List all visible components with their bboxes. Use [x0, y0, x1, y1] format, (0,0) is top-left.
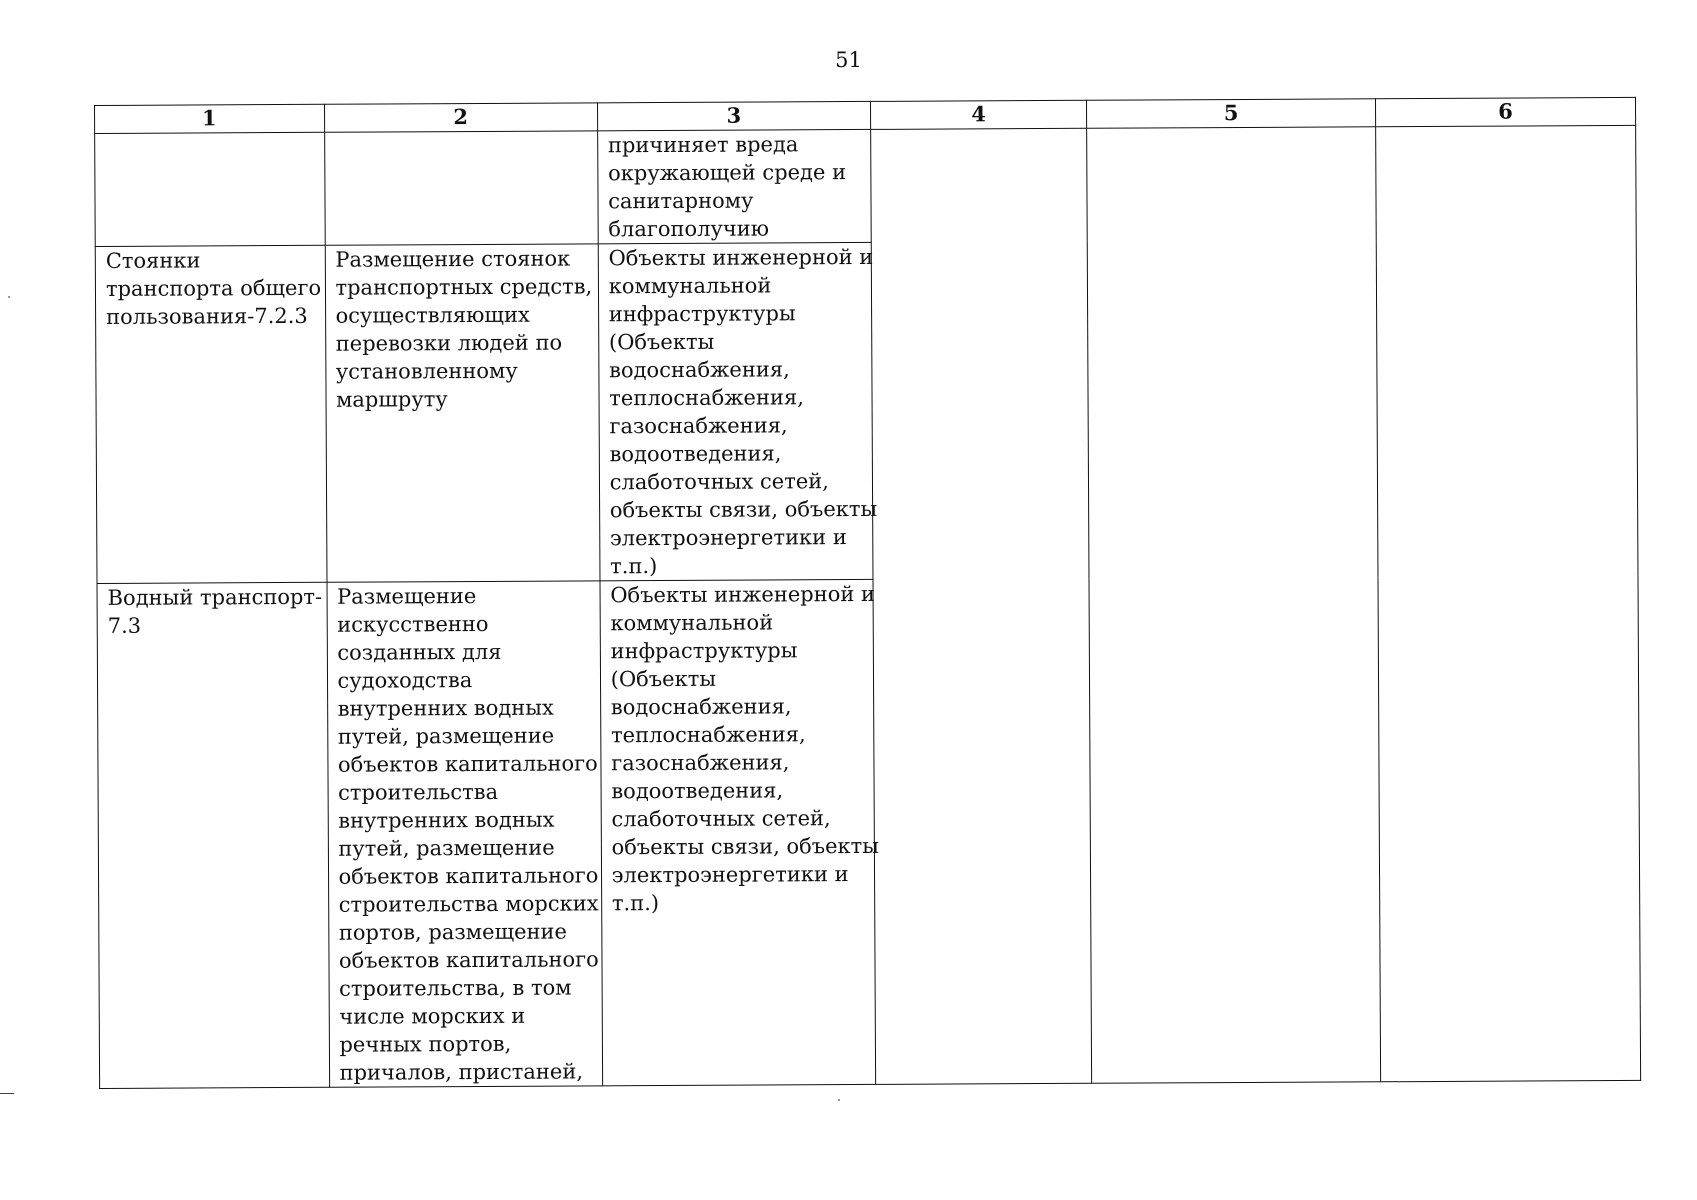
column-header-4: 4	[870, 100, 1087, 129]
cell-text-line: Водный транспорт-	[107, 584, 323, 610]
scan-speck	[8, 296, 10, 298]
cell-text-line: внутренних водных	[338, 807, 555, 833]
cell-auxiliary-use	[597, 129, 871, 243]
cell-text-line: Стоянки	[105, 248, 201, 273]
cell-text-line: судоходства	[337, 668, 473, 693]
scan-margin-mark	[0, 1093, 14, 1094]
cell-description	[325, 244, 600, 582]
cell-text-line: созданных для	[337, 639, 502, 665]
cell-text-line: объекты связи, объекты	[611, 833, 880, 860]
cell-text-line: числе морских и	[339, 1003, 526, 1029]
column-header-1: 1	[95, 104, 325, 133]
cell-text-line: объектов капитального	[337, 751, 598, 777]
cell-text-line: пользования-7.2.3	[106, 303, 308, 329]
cell-text-line: водоотведения,	[609, 441, 782, 467]
cell-text-line: транспортных средств,	[335, 274, 593, 300]
cell-text-line: т.п.)	[611, 891, 660, 916]
cell-auxiliary-use	[600, 579, 880, 1085]
cell-text-line: портов, размещение	[338, 919, 567, 945]
cell-text-line: газоснабжения,	[609, 413, 788, 439]
cell-text-line: благополучию	[608, 216, 770, 242]
cell-text-line: транспорта общего	[105, 275, 322, 301]
cell-text-line: строительства	[338, 779, 499, 805]
column-header-5: 5	[1087, 99, 1376, 129]
cell-text-line: речных портов,	[339, 1031, 512, 1057]
cell-permitted-use	[97, 582, 329, 1088]
cell-text-line: Размещение	[337, 584, 477, 609]
column-header-2: 2	[324, 103, 597, 132]
cell-text-line: искусственно	[337, 611, 489, 637]
cell-text-line: коммунальной	[610, 610, 774, 636]
cell-text-line: водоснабжения,	[610, 694, 792, 720]
cell-text-line: объектов капитального	[338, 947, 599, 973]
cell-text-line: Объекты инженерной и	[608, 244, 874, 271]
column-header-6: 6	[1375, 97, 1635, 126]
cell-text-line: слаботочных сетей,	[611, 806, 831, 832]
cell-text-line: объектов капитального	[338, 863, 599, 889]
cell-description	[327, 581, 603, 1087]
cell-text-line: Объекты инженерной и	[610, 581, 876, 608]
cell-text-line: санитарному	[608, 188, 754, 214]
cell-text-line: электроэнергетики и	[611, 862, 849, 888]
cell-permitted-use	[95, 245, 326, 583]
cell-text-line: внутренних водных	[337, 695, 554, 721]
cell-text-line: строительства морских	[338, 891, 599, 917]
cell-text-line: электроэнергетики и	[609, 525, 847, 551]
table-row	[95, 125, 1637, 246]
cell-text-line: строительства, в том	[339, 975, 572, 1001]
cell-text-line: путей, размещение	[337, 723, 555, 749]
cell-text-line: причиняет вреда	[607, 132, 799, 158]
cell-text-line: коммунальной	[608, 273, 772, 299]
cell-column-6	[1375, 125, 1640, 1081]
cell-text-line: 7.3	[107, 613, 142, 638]
cell-text-line: теплоснабжения,	[609, 385, 804, 411]
cell-text-line: Размещение стоянок	[335, 246, 571, 272]
cell-text-line: маршруту	[335, 387, 448, 412]
cell-permitted-use	[95, 132, 325, 246]
cell-text-line: причалов, пристаней,	[339, 1059, 584, 1085]
cell-text-line: путей, размещение	[338, 835, 555, 861]
cell-text-line: осуществляющих	[335, 302, 530, 328]
scan-speck	[838, 1099, 840, 1101]
cell-text-line: перевозки людей по	[335, 330, 563, 356]
cell-text-line: теплоснабжения,	[610, 722, 806, 748]
cell-text-line: объекты связи, объекты	[609, 496, 878, 523]
cell-text-line: слаботочных сетей,	[609, 469, 829, 495]
page-number: 51	[835, 48, 862, 72]
cell-description	[324, 131, 598, 245]
cell-text-line: установленному	[335, 358, 518, 384]
cell-text-line: окружающей среде и	[608, 160, 847, 186]
cell-text-line: т.п.)	[610, 554, 658, 579]
document-table	[94, 97, 1641, 1089]
cell-text-line: водоснабжения,	[609, 357, 790, 383]
cell-text-line: водоотведения,	[611, 778, 784, 804]
cell-text-line: инфраструктуры	[608, 301, 796, 327]
cell-text-line: газоснабжения,	[611, 750, 790, 776]
cell-auxiliary-use	[598, 242, 878, 580]
cell-text-line: инфраструктуры	[610, 638, 798, 664]
cell-text-line: (Объекты	[610, 666, 717, 692]
cell-text-line: (Объекты	[608, 329, 715, 355]
cell-column-5	[1087, 127, 1381, 1083]
column-header-3: 3	[597, 101, 870, 130]
cell-column-4	[871, 128, 1092, 1084]
